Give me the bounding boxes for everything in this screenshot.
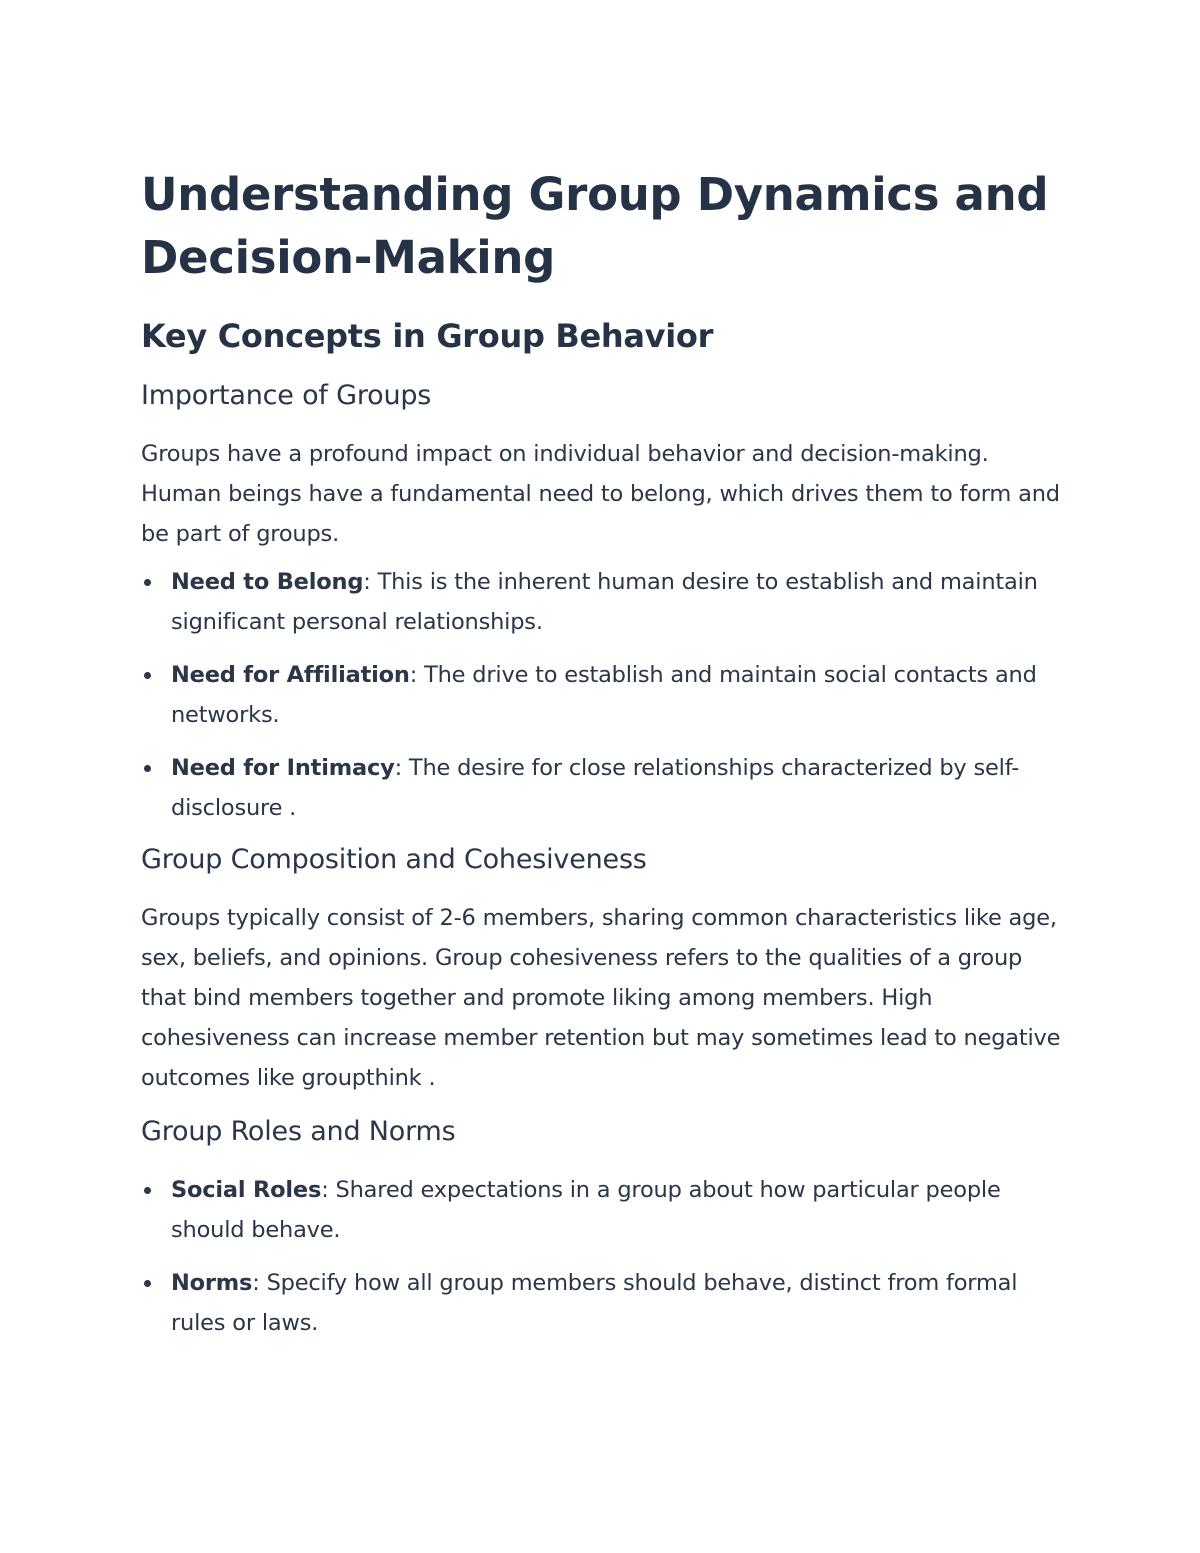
list-item-text: : This is the inherent human desire to establish and maintain significant personal relationships. [171, 569, 1038, 635]
list-item [141, 1263, 1070, 1343]
section-title: Key Concepts in Group Behavior [141, 317, 714, 355]
bullet-list-needs [141, 562, 1070, 828]
bullet-icon [144, 1280, 151, 1287]
list-item-text: : The drive to establish and maintain social contacts and networks. [171, 662, 1037, 728]
paragraph-composition: Groups typically consist of 2-6 members, sharing common characteristics like age, sex, beliefs, and opinions. Group cohesiveness refers to the qualities of a group that bind members together and promote liking among members. High cohesiveness can increase member retention but may sometimes lead to negative outcomes like groupthink . [141, 905, 1061, 1091]
bullet-icon [144, 672, 151, 679]
bullet-icon [144, 579, 151, 586]
list-item-term: Norms [171, 1270, 253, 1296]
list-item-term: Social Roles [171, 1177, 322, 1203]
list-item-text: : The desire for close relationships characterized by self-disclosure . [171, 755, 1020, 821]
bullet-icon [144, 765, 151, 772]
subsection-heading-composition: Group Composition and Cohesiveness [141, 844, 647, 875]
subsection-heading-importance: Importance of Groups [141, 380, 432, 411]
page-title: Understanding Group Dynamics and Decision-Making [141, 168, 1049, 284]
list-item-term: Need for Affiliation [171, 662, 410, 688]
list-item-term: Need for Intimacy [171, 755, 395, 781]
list-item-text: : Shared expectations in a group about how particular people should behave. [171, 1177, 1001, 1243]
list-item [141, 748, 1070, 828]
list-item-term: Need to Belong [171, 569, 364, 595]
list-item [141, 562, 1070, 642]
list-item [141, 655, 1070, 735]
bullet-list-roles [141, 1170, 1070, 1343]
list-item-text: : Specify how all group members should behave, distinct from formal rules or laws. [171, 1270, 1018, 1336]
list-item [141, 1170, 1070, 1250]
subsection-heading-roles: Group Roles and Norms [141, 1116, 456, 1147]
bullet-icon [144, 1187, 151, 1194]
paragraph-importance: Groups have a profound impact on individual behavior and decision-making. Human beings have a fundamental need to belong, which drives them to form and be part of groups. [141, 441, 1060, 547]
